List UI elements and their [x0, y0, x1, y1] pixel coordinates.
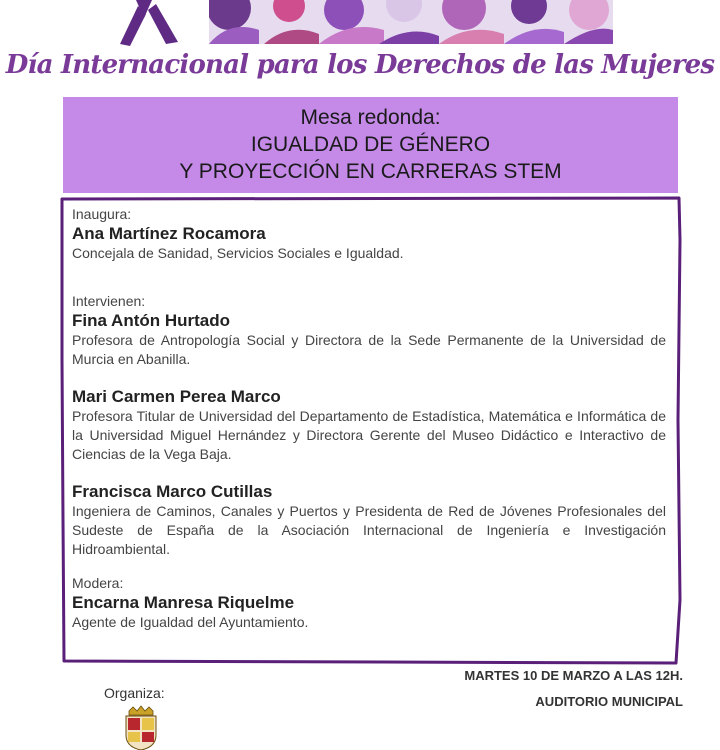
- header-line-2: IGUALDAD DE GÉNERO: [250, 133, 491, 156]
- women-silhouettes-banner: [209, 0, 613, 44]
- modera-name: Encarna Manresa Riquelme: [72, 593, 295, 612]
- speaker1-desc: Profesora de Antropología Social y Directora de la Sede Permanente de la Universidad de Murcia en Abanilla.: [72, 332, 666, 367]
- event-date: MARTES 10 DE MARZO A LAS 12H.: [464, 668, 683, 683]
- header-line-1: Mesa redonda:: [300, 106, 441, 129]
- organiza-label: Organiza:: [104, 685, 165, 701]
- town-crest-icon: [121, 705, 161, 750]
- intervienen-label: Intervienen:: [72, 293, 146, 309]
- inaugura-name: Ana Martínez Rocamora: [72, 224, 266, 243]
- speaker3-name: Francisca Marco Cutillas: [72, 482, 273, 501]
- speakers-list: [72, 206, 666, 632]
- event-title: Día Internacional para los Derechos de las Mujeres: [5, 50, 715, 80]
- speaker3-desc: Ingeniera de Caminos, Canales y Puertos y Presidenta de Red de Jóvenes Profesionales del Sudeste de España de la Asociación Internacional de Ingeniería e Investigación Hidroambiental.: [72, 503, 666, 557]
- inaugura-desc: Concejala de Sanidad, Servicios Sociales e Igualdad.: [72, 245, 404, 261]
- inaugura-label: Inaugura:: [72, 206, 132, 222]
- modera-desc: Agente de Igualdad del Ayuntamiento.: [72, 614, 309, 630]
- event-venue: AUDITORIO MUNICIPAL: [535, 694, 683, 709]
- awareness-ribbon-icon: [108, 0, 188, 50]
- speaker2-name: Mari Carmen Perea Marco: [72, 387, 281, 406]
- speaker1-name: Fina Antón Hurtado: [72, 311, 231, 330]
- speaker2-desc: Profesora Titular de Universidad del Departamento de Estadística, Matemática e Informática de la Universidad Miguel Hernández y Directora Gerente del Museo Didáctico e Interactivo de Ciencias de la Vega Baja.: [72, 408, 666, 462]
- round-table-header: [63, 97, 678, 193]
- modera-label: Modera:: [72, 575, 124, 591]
- header-line-3: Y PROYECCIÓN EN CARRERAS STEM: [179, 160, 562, 183]
